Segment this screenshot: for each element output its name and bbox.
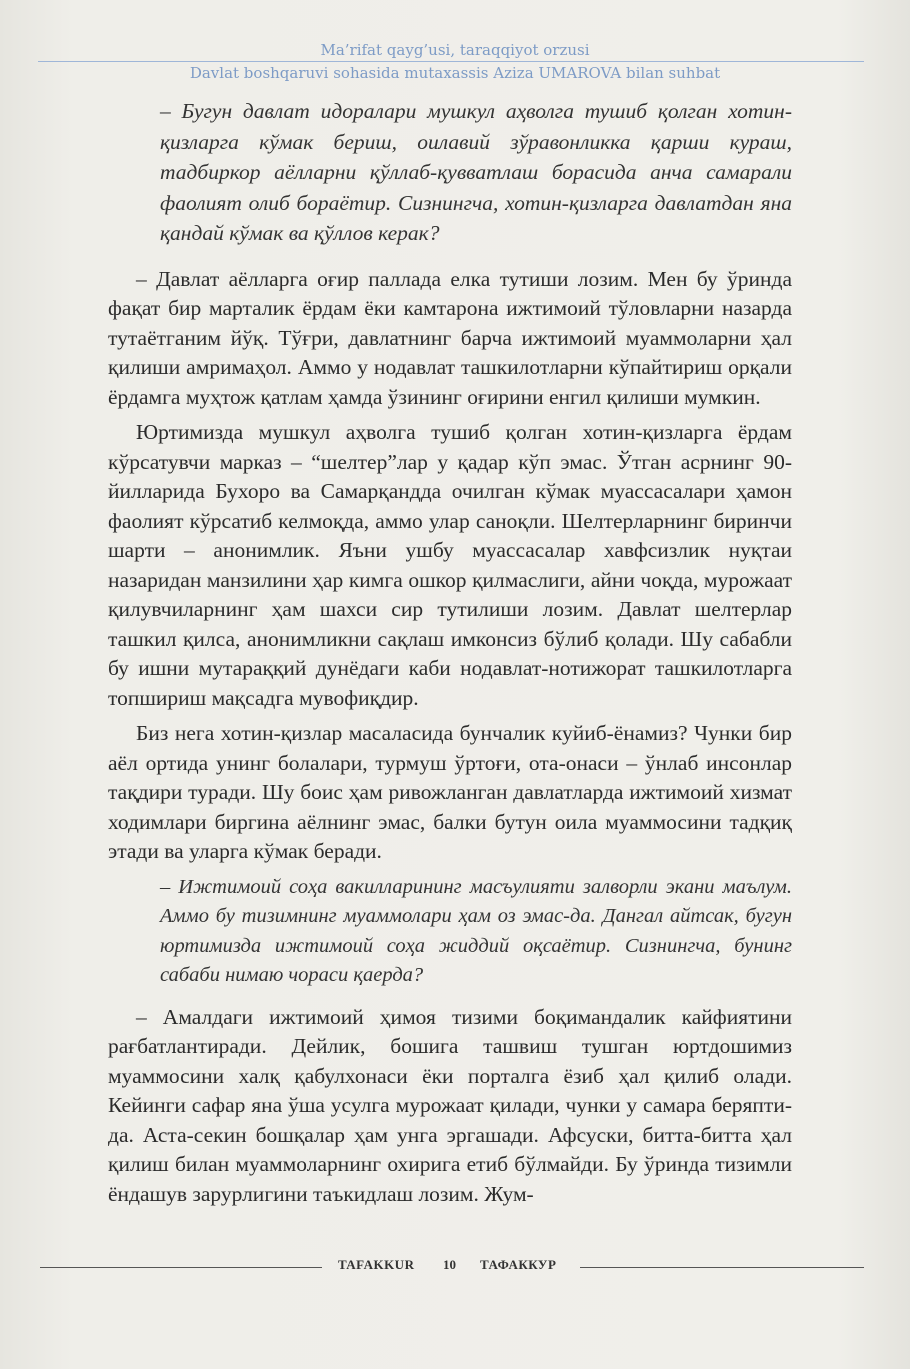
header-article-title: Davlat boshqaruvi sohasida mutaxassis Aziza UMAROVA bilan suhbat [189,64,721,82]
interview-question-1: – Бугун давлат идоралари мушкул аҳволга тушиб қолган хотин-қизларга кўмак бериш, оилавий зўравонликка қарши кураш, тадбиркор аёлларни қўллаб-қувватлаш борасида анча самарали фаолият олиб бораётир. Сизнингча, хотин-қизларга давлатдан яна қандай кўмак ва қўллов керак? [160,99,792,245]
interview-question-2: – Ижтимоий соҳа вакилларининг масъулияти залворли экани маълум. Аммо бу тизимнинг муаммолари ҳам оз эмас-да. Дангал айтсак, бугун юртимизда ижтимоий соҳа жиддий оқсаётир. Сизнингча, бунинг сабаби нимаю чораси қаерда? [160,875,792,986]
footer-magazine-latin: TAFAKKUR [338,1257,415,1272]
header-rule [38,61,864,62]
header-series-title: Ma’rifat qayg’usi, taraqqiyot orzusi [320,41,590,59]
footer-rule-right [580,1267,864,1268]
footer-magazine-cyrillic: ТАФАККУР [480,1257,557,1272]
footer-rule-left [40,1267,322,1268]
running-footer [0,1257,910,1277]
answer-paragraph-3: Биз нега хотин-қизлар масаласида бунчалик куйиб-ёнамиз? Чунки бир аёл ортида унинг болалари, турмуш ўртоғи, ота-онаси – ўнлаб инсонлар тақдири туради. Шу боис ҳам ривожланган давлатларда ижтимоий хизмат ходимлари биргина аёлнинг эмас, балки бутун оила муаммосини тадқиқ этади ва уларга кўмак беради. [108,721,792,863]
running-header [0,40,910,83]
answer-paragraph-2: Юртимизда мушкул аҳволга тушиб қолган хотин-қизларга ёрдам кўрсатувчи марказ – “шелтер”лар у қадар кўп эмас. Ўтган асрнинг 90-йилларида Бухоро ва Самарқандда очилган кўмак муассасалари ҳамон фаолият кўрсатиб келмоқда, аммо улар саноқли. Шелтерларнинг биринчи шарти – анонимлик. Яъни ушбу муассасалар хавфсизлик нуқтаи назаридан манзилини ҳар кимга ошкор қилмаслиги, айни чоқда, мурожаат қилувчиларнинг ҳам шахси сир тутилиши лозим. Давлат шелтерлар ташкил қилса, анонимликни сақлаш имконсиз бўлиб қолади. Шу сабабли бу ишни мутараққий дунёдаги каби нодавлат-нотижорат ташкилотларга топшириш мақсадга мувофиқдир. [108,420,792,710]
page-number: 10 [443,1257,456,1272]
article-body [108,96,792,1215]
answer-paragraph-4: – Амалдаги ижтимоий ҳимоя тизими боқимандалик кайфиятини рағбатлантиради. Дейлик, бошига ташвиш тушган юртдошимиз муаммосини халқ қабулхонаси ёки порталга ёзиб ҳал қилиб олади. Кейинги сафар яна ўша усулга мурожаат қилади, чунки у самара беряпти-да. Аста-секин бошқалар ҳам унга эргашади. Афсуски, битта-битта ҳал қилиш билан муаммоларнинг охирига етиб бўлмайди. Бу ўринда тизимли ёндашув зарурлигини таъкидлаш лозим. Жум- [108,1004,792,1206]
answer-paragraph-1: – Давлат аёлларга оғир паллада елка тутиши лозим. Мен бу ўринда фақат бир марталик ёрдам ёки камтарона ижтимоий тўловларни назарда тутаётганим йўқ. Тўғри, давлатнинг барча ижтимоий муаммоларни ҳал қилиши амримаҳол. Аммо у нодавлат ташкилотларни кўпайтириш орқали ёрдамга муҳтож қатлам ҳамда ўзининг оғирини енгил қилиши мумкин. [108,266,792,409]
